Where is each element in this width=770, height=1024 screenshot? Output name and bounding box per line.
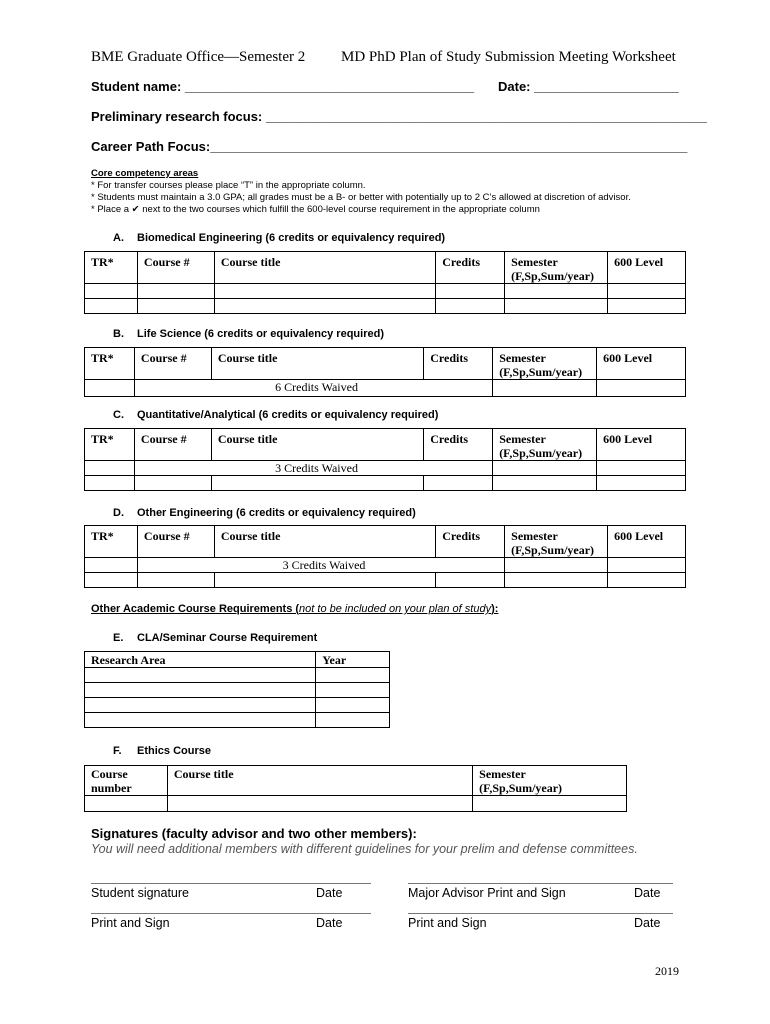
- member-signature-line[interactable]: [408, 913, 673, 914]
- core-title: Core competency areas: [91, 168, 199, 179]
- major-advisor-signature-line[interactable]: [408, 883, 673, 884]
- section-b-letter: B.: [113, 328, 124, 340]
- member-signature-line[interactable]: [91, 913, 371, 914]
- col-tr: TR*: [85, 429, 135, 461]
- col-course-no: Course #: [137, 252, 214, 284]
- table-row[interactable]: [85, 698, 390, 713]
- waived-cell: 3 Credits Waived: [137, 558, 504, 573]
- col-credits: Credits: [424, 429, 493, 461]
- core-bullet-2: * Students must maintain a 3.0 GPA; all grades must be a B- or better with potentially up to 2 C’s allowed at discretion of advisor.: [91, 192, 631, 203]
- section-f-letter: F.: [113, 745, 122, 757]
- col-course-title: Course title: [211, 348, 423, 380]
- col-course-title: Course title: [211, 429, 423, 461]
- table-row[interactable]: [85, 668, 390, 683]
- section-a-letter: A.: [113, 232, 124, 244]
- col-credits: Credits: [424, 348, 493, 380]
- table-row[interactable]: [85, 380, 686, 397]
- col-semester: Semester (F,Sp,Sum/year): [505, 526, 608, 558]
- section-d-title: Other Engineering (6 credits or equivalency required): [137, 507, 416, 519]
- col-course-number: Course number: [85, 766, 168, 796]
- table-row[interactable]: [85, 284, 686, 299]
- col-tr: TR*: [85, 348, 135, 380]
- student-name-field[interactable]: Student name: ________________________________________: [91, 79, 475, 94]
- signatures-title: Signatures (faculty advisor and two other members):: [91, 826, 417, 841]
- signatures-note: You will need additional members with different guidelines for your prelim and defense committees.: [91, 842, 638, 856]
- student-signature-line[interactable]: [91, 883, 371, 884]
- table-row[interactable]: [85, 476, 686, 491]
- col-tr: TR*: [85, 252, 138, 284]
- major-advisor-label: Major Advisor Print and Sign: [408, 886, 566, 900]
- col-course-no: Course #: [134, 429, 211, 461]
- table-c: [84, 428, 686, 491]
- core-bullet-3: * Place a ✔ next to the two courses which fulfill the 600-level course requirement in the appropriate column: [91, 204, 540, 215]
- col-year: Year: [316, 652, 390, 668]
- waived-cell: 6 Credits Waived: [134, 380, 492, 397]
- col-credits: Credits: [436, 526, 505, 558]
- col-course-title: Course title: [167, 766, 472, 796]
- core-bullet-1: * For transfer courses please place “T” in the appropriate column.: [91, 180, 366, 191]
- date-label: Date: [634, 886, 661, 900]
- section-f-title: Ethics Course: [137, 745, 211, 757]
- other-requirements-heading: Other Academic Course Requirements (not to be included on your plan of study):: [91, 603, 499, 615]
- print-sign-label: Print and Sign: [91, 916, 170, 930]
- date-label: Date: [316, 886, 343, 900]
- date-field[interactable]: Date: ____________________: [498, 79, 679, 94]
- table-row[interactable]: [85, 683, 390, 698]
- col-course-title: Course title: [214, 526, 435, 558]
- table-f: [84, 765, 627, 812]
- col-600-level: 600 Level: [608, 252, 686, 284]
- table-b: [84, 347, 686, 397]
- header-right: MD PhD Plan of Study Submission Meeting Worksheet: [341, 49, 676, 65]
- col-600-level: 600 Level: [608, 526, 686, 558]
- table-row[interactable]: [85, 796, 627, 812]
- col-course-no: Course #: [137, 526, 214, 558]
- col-semester: Semester (F,Sp,Sum/year): [493, 348, 597, 380]
- header-left: BME Graduate Office—Semester 2: [91, 49, 306, 65]
- section-a-title: Biomedical Engineering (6 credits or equivalency required): [137, 232, 446, 244]
- col-600-level: 600 Level: [597, 348, 686, 380]
- col-course-title: Course title: [214, 252, 435, 284]
- table-row[interactable]: [85, 573, 686, 588]
- section-e-letter: E.: [113, 632, 124, 644]
- table-d: [84, 525, 686, 588]
- table-a: [84, 251, 686, 314]
- date-label: Date: [634, 916, 661, 930]
- section-c-letter: C.: [113, 409, 124, 421]
- print-sign-label: Print and Sign: [408, 916, 487, 930]
- table-row[interactable]: [85, 713, 390, 728]
- col-600-level: 600 Level: [597, 429, 686, 461]
- col-semester: Semester (F,Sp,Sum/year): [493, 429, 597, 461]
- col-research-area: Research Area: [85, 652, 316, 668]
- section-c-title: Quantitative/Analytical (6 credits or equivalency required): [137, 409, 439, 421]
- career-focus-field[interactable]: Career Path Focus:__________________________________________________________________: [91, 139, 688, 154]
- section-d-letter: D.: [113, 507, 124, 519]
- col-tr: TR*: [85, 526, 138, 558]
- table-e: [84, 651, 390, 728]
- section-b-title: Life Science (6 credits or equivalency required): [137, 328, 384, 340]
- date-label: Date: [316, 916, 343, 930]
- col-semester: Semester (F,Sp,Sum/year): [473, 766, 627, 796]
- col-credits: Credits: [436, 252, 505, 284]
- research-focus-field[interactable]: Preliminary research focus: _____________________________________________________________: [91, 109, 707, 124]
- table-row[interactable]: [85, 299, 686, 314]
- table-row[interactable]: [85, 461, 686, 476]
- col-semester: Semester (F,Sp,Sum/year): [505, 252, 608, 284]
- student-signature-label: Student signature: [91, 886, 189, 900]
- footer-year: 2019: [655, 964, 679, 978]
- waived-cell: 3 Credits Waived: [134, 461, 492, 476]
- col-course-no: Course #: [134, 348, 211, 380]
- table-row[interactable]: [85, 558, 686, 573]
- section-e-title: CLA/Seminar Course Requirement: [137, 632, 318, 644]
